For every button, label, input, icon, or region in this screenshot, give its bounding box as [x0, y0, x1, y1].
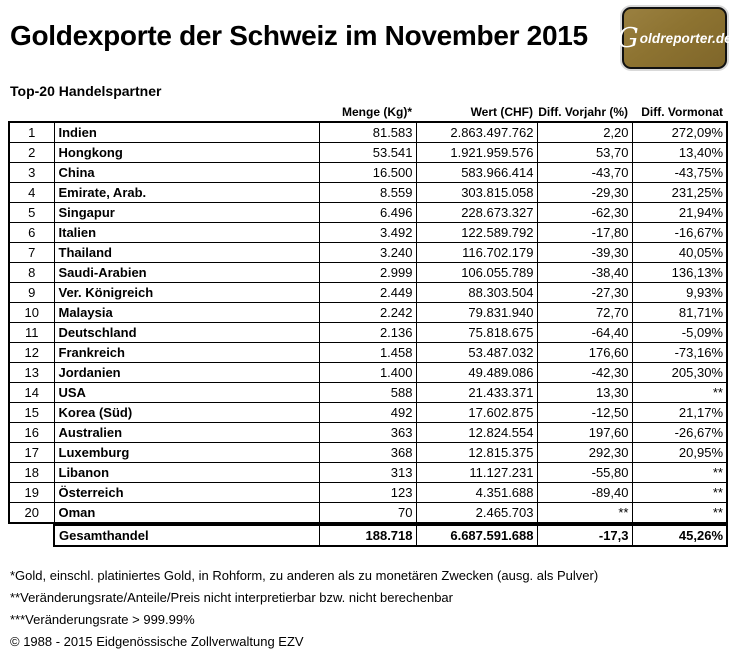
cell-vormonat: -73,16% — [632, 343, 727, 363]
table-row — [9, 383, 727, 403]
table-row — [9, 423, 727, 443]
total-cell-wert: 6.687.591.688 — [416, 525, 537, 546]
table-row — [9, 163, 727, 183]
table-row — [9, 223, 727, 243]
column-header-wert: Wert (CHF) — [470, 105, 533, 119]
table-row — [9, 403, 727, 423]
cell-country: Deutschland — [54, 323, 319, 343]
table-row — [9, 443, 727, 463]
cell-vormonat: 20,95% — [632, 443, 727, 463]
cell-menge: 70 — [319, 503, 416, 524]
table-row — [9, 303, 727, 323]
total-row — [54, 525, 727, 546]
cell-wert: 75.818.675 — [416, 323, 537, 343]
table-row — [9, 503, 727, 524]
cell-menge: 81.583 — [319, 122, 416, 143]
cell-rank: 10 — [9, 303, 54, 323]
cell-vorjahr: 53,70 — [537, 143, 632, 163]
cell-vormonat: 40,05% — [632, 243, 727, 263]
cell-vorjahr: 2,20 — [537, 122, 632, 143]
cell-menge: 2.449 — [319, 283, 416, 303]
footnote: © 1988 - 2015 Eidgenössische Zollverwaltung EZV — [10, 634, 304, 649]
cell-menge: 2.136 — [319, 323, 416, 343]
cell-rank: 12 — [9, 343, 54, 363]
cell-vorjahr: 13,30 — [537, 383, 632, 403]
total-cell-vorjahr: -17,3 — [537, 525, 632, 546]
cell-vorjahr: 197,60 — [537, 423, 632, 443]
cell-country: Indien — [54, 122, 319, 143]
cell-wert: 17.602.875 — [416, 403, 537, 423]
cell-rank: 5 — [9, 203, 54, 223]
total-cell-menge: 188.718 — [319, 525, 416, 546]
column-header-menge: Menge (Kg)* — [342, 105, 412, 119]
gold-exports-table — [8, 121, 728, 524]
cell-menge: 588 — [319, 383, 416, 403]
cell-vormonat: 9,93% — [632, 283, 727, 303]
cell-rank: 7 — [9, 243, 54, 263]
cell-wert: 122.589.792 — [416, 223, 537, 243]
cell-rank: 6 — [9, 223, 54, 243]
cell-wert: 12.815.375 — [416, 443, 537, 463]
cell-country: Hongkong — [54, 143, 319, 163]
cell-country: Jordanien — [54, 363, 319, 383]
cell-country: Emirate, Arab. — [54, 183, 319, 203]
cell-wert: 1.921.959.576 — [416, 143, 537, 163]
cell-vormonat: ** — [632, 483, 727, 503]
cell-menge: 2.999 — [319, 263, 416, 283]
cell-vormonat: 81,71% — [632, 303, 727, 323]
cell-menge: 123 — [319, 483, 416, 503]
footnote: ***Veränderungsrate > 999.99% — [10, 612, 195, 627]
cell-menge: 3.492 — [319, 223, 416, 243]
total-cell-vormonat: 45,26% — [632, 525, 727, 546]
cell-wert: 4.351.688 — [416, 483, 537, 503]
cell-vormonat: 272,09% — [632, 122, 727, 143]
cell-wert: 583.966.414 — [416, 163, 537, 183]
cell-country: Frankreich — [54, 343, 319, 363]
cell-menge: 313 — [319, 463, 416, 483]
cell-vormonat: 205,30% — [632, 363, 727, 383]
cell-menge: 8.559 — [319, 183, 416, 203]
cell-vormonat: -5,09% — [632, 323, 727, 343]
cell-rank: 3 — [9, 163, 54, 183]
cell-menge: 16.500 — [319, 163, 416, 183]
cell-vormonat: 21,17% — [632, 403, 727, 423]
cell-country: Australien — [54, 423, 319, 443]
cell-menge: 492 — [319, 403, 416, 423]
cell-country: Österreich — [54, 483, 319, 503]
cell-vorjahr: -39,30 — [537, 243, 632, 263]
cell-vormonat: 21,94% — [632, 203, 727, 223]
cell-rank: 1 — [9, 122, 54, 143]
table-row — [9, 263, 727, 283]
cell-rank: 17 — [9, 443, 54, 463]
cell-rank: 11 — [9, 323, 54, 343]
cell-wert: 106.055.789 — [416, 263, 537, 283]
cell-vormonat: 13,40% — [632, 143, 727, 163]
table-row — [9, 463, 727, 483]
footnotes — [10, 565, 728, 653]
cell-vorjahr: -89,40 — [537, 483, 632, 503]
cell-vormonat: -26,67% — [632, 423, 727, 443]
column-headers — [8, 105, 726, 119]
cell-menge: 6.496 — [319, 203, 416, 223]
cell-country: USA — [54, 383, 319, 403]
cell-vormonat: ** — [632, 463, 727, 483]
cell-rank: 19 — [9, 483, 54, 503]
cell-vorjahr: -17,80 — [537, 223, 632, 243]
cell-vormonat: ** — [632, 503, 727, 524]
footnote: **Veränderungsrate/Anteile/Preis nicht interpretierbar bzw. nicht berechenbar — [10, 590, 453, 605]
cell-wert: 2.465.703 — [416, 503, 537, 524]
cell-vorjahr: -12,50 — [537, 403, 632, 423]
cell-menge: 368 — [319, 443, 416, 463]
table-row — [9, 483, 727, 503]
cell-rank: 14 — [9, 383, 54, 403]
cell-rank: 15 — [9, 403, 54, 423]
cell-vorjahr: -64,40 — [537, 323, 632, 343]
cell-vorjahr: -43,70 — [537, 163, 632, 183]
cell-country: Saudi-Arabien — [54, 263, 319, 283]
cell-vorjahr: 176,60 — [537, 343, 632, 363]
goldreporter-logo — [617, 7, 732, 69]
cell-vorjahr: 72,70 — [537, 303, 632, 323]
cell-vorjahr: -38,40 — [537, 263, 632, 283]
cell-rank: 13 — [9, 363, 54, 383]
cell-country: China — [54, 163, 319, 183]
cell-wert: 303.815.058 — [416, 183, 537, 203]
cell-country: Malaysia — [54, 303, 319, 323]
cell-menge: 1.400 — [319, 363, 416, 383]
table-row — [9, 143, 727, 163]
cell-rank: 20 — [9, 503, 54, 524]
cell-menge: 2.242 — [319, 303, 416, 323]
cell-wert: 116.702.179 — [416, 243, 537, 263]
cell-vormonat: -16,67% — [632, 223, 727, 243]
cell-country: Libanon — [54, 463, 319, 483]
table-row — [9, 283, 727, 303]
cell-vorjahr: ** — [537, 503, 632, 524]
cell-vormonat: -43,75% — [632, 163, 727, 183]
table-row — [9, 203, 727, 223]
cell-wert: 88.303.504 — [416, 283, 537, 303]
page-title: Goldexporte der Schweiz im November 2015 — [10, 20, 588, 51]
cell-vorjahr: 292,30 — [537, 443, 632, 463]
cell-country: Singapur — [54, 203, 319, 223]
cell-menge: 1.458 — [319, 343, 416, 363]
column-header-spacer — [8, 105, 318, 119]
cell-vorjahr: -27,30 — [537, 283, 632, 303]
table-row — [9, 183, 727, 203]
cell-rank: 18 — [9, 463, 54, 483]
logo-text: oldreporter.de — [639, 30, 732, 46]
cell-vorjahr: -62,30 — [537, 203, 632, 223]
cell-rank: 8 — [9, 263, 54, 283]
cell-country: Thailand — [54, 243, 319, 263]
cell-vormonat: 136,13% — [632, 263, 727, 283]
cell-vormonat: ** — [632, 383, 727, 403]
table-row — [9, 363, 727, 383]
total-label: Gesamthandel — [54, 525, 319, 546]
cell-wert: 21.433.371 — [416, 383, 537, 403]
logo-initial: G — [617, 22, 639, 54]
cell-country: Ver. Königreich — [54, 283, 319, 303]
cell-country: Luxemburg — [54, 443, 319, 463]
table-row — [9, 323, 727, 343]
cell-country: Italien — [54, 223, 319, 243]
cell-wert: 12.824.554 — [416, 423, 537, 443]
cell-menge: 363 — [319, 423, 416, 443]
table-row — [9, 122, 727, 143]
cell-rank: 16 — [9, 423, 54, 443]
cell-wert: 2.863.497.762 — [416, 122, 537, 143]
cell-wert: 49.489.086 — [416, 363, 537, 383]
cell-country: Oman — [54, 503, 319, 524]
table-row — [9, 343, 727, 363]
header — [8, 4, 732, 74]
cell-rank: 2 — [9, 143, 54, 163]
footnote: *Gold, einschl. platiniertes Gold, in Rohform, zu anderen als zu monetären Zwecken (ausg. als Pulver) — [10, 568, 599, 583]
cell-wert: 53.487.032 — [416, 343, 537, 363]
total-row-table — [53, 524, 728, 547]
column-header-vormonat: Diff. Vormonat — [641, 105, 723, 119]
cell-rank: 9 — [9, 283, 54, 303]
table-row — [9, 243, 727, 263]
column-header-vorjahr: Diff. Vorjahr (%) — [538, 105, 628, 119]
cell-wert: 228.673.327 — [416, 203, 537, 223]
cell-country: Korea (Süd) — [54, 403, 319, 423]
cell-vorjahr: -55,80 — [537, 463, 632, 483]
cell-menge: 53.541 — [319, 143, 416, 163]
cell-vorjahr: -42,30 — [537, 363, 632, 383]
cell-vorjahr: -29,30 — [537, 183, 632, 203]
table-subtitle: Top-20 Handelspartner — [10, 83, 162, 99]
cell-wert: 11.127.231 — [416, 463, 537, 483]
cell-menge: 3.240 — [319, 243, 416, 263]
cell-rank: 4 — [9, 183, 54, 203]
cell-vormonat: 231,25% — [632, 183, 727, 203]
cell-wert: 79.831.940 — [416, 303, 537, 323]
